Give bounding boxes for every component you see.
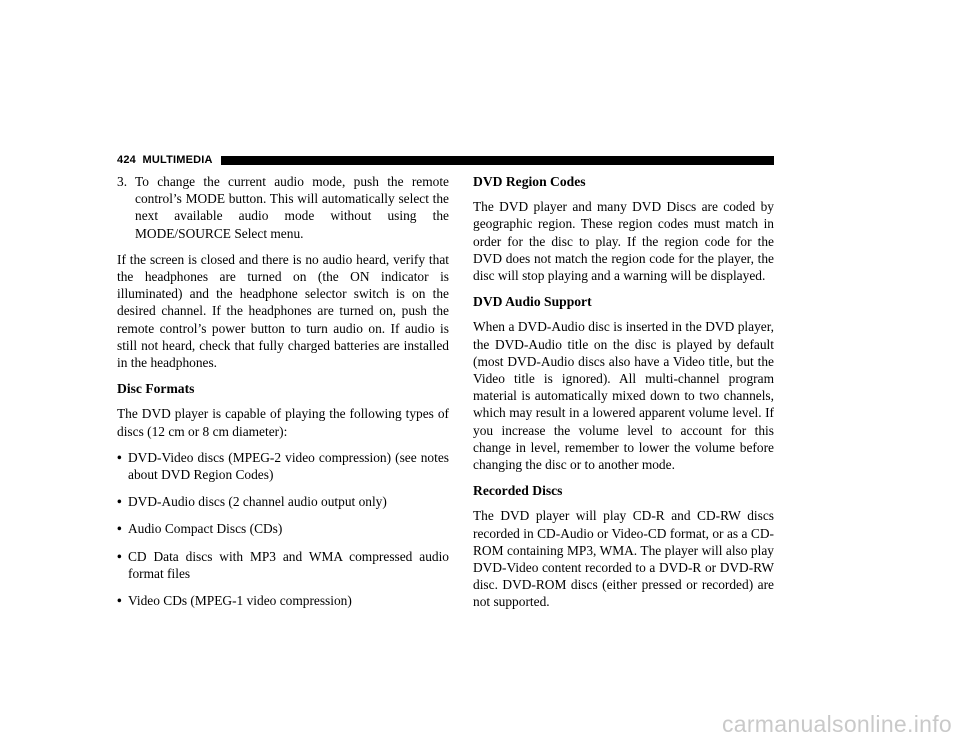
bullet-icon: • (117, 494, 122, 510)
list-item (117, 520, 449, 537)
watermark: carmanualsonline.info (721, 711, 952, 737)
list-item (117, 548, 449, 582)
list-item-text: Audio Compact Discs (CDs) (128, 521, 283, 537)
section-title: MULTIMEDIA (142, 154, 213, 166)
region-codes-text: The DVD player and many DVD Discs are coded by geographic region. These region codes must match in order for the disc to play. If the region code for the DVD does not match the region code for the player, the disc will stop playing and a warning will be displayed. (473, 199, 774, 284)
bullet-icon: • (117, 548, 122, 564)
no-audio-paragraph: If the screen is closed and there is no audio heard, verify that the headphones are turned on (the ON indicator is illuminated) and the headphone selector switch is on the desired channel. If the headphones are turned on, push the remote control’s power button to turn audio on. If audio is still not heard, check that fully charged batteries are installed in the headphones. (117, 251, 449, 371)
page-number: 424 (117, 154, 136, 166)
list-item (117, 493, 449, 510)
header-label (117, 154, 213, 166)
left-column (117, 173, 449, 619)
list-item-text: CD Data discs with MP3 and WMA compressed audio format files (128, 548, 449, 581)
header-rule (221, 156, 774, 165)
list-item-text: DVD-Video discs (MPEG-2 video compression) (see notes about DVD Region Codes) (128, 449, 449, 483)
list-item (117, 592, 449, 609)
bullet-icon: • (117, 449, 122, 465)
disc-formats-heading: Disc Formats (117, 381, 195, 397)
region-codes-heading: DVD Region Codes (473, 174, 586, 189)
bullet-icon: • (117, 521, 122, 537)
recorded-discs-text: The DVD player will play CD-R and CD-RW discs recorded in CD-Audio or Video-CD format, or as a CD-ROM containing MP3, WMA. The player will also play DVD-Video content recorded to a DVD-R or DVD-RW disc. DVD-ROM discs (either pressed or recorded) are not supported. (473, 508, 774, 610)
disc-formats-list (117, 449, 449, 609)
bullet-icon: • (117, 593, 122, 609)
step-text: To change the current audio mode, push the remote control’s MODE button. This will automatically select the next available audio mode without using the MODE/SOURCE Select menu. (135, 174, 449, 241)
step-3 (117, 173, 449, 242)
list-item (117, 449, 449, 483)
right-column (473, 173, 774, 620)
disc-formats-intro: The DVD player is capable of playing the following types of discs (12 cm or 8 cm diameter): (117, 406, 449, 439)
page-header (117, 154, 774, 166)
list-item-text: Video CDs (MPEG-1 video compression) (128, 593, 352, 609)
audio-support-text: When a DVD-Audio disc is inserted in the DVD player, the DVD-Audio title on the disc is played by default (most DVD-Audio discs also have a Video title, but the Video title is ignored). All multi-channel program material is automatically mixed down to two channels, which may result in a lowered apparent volume level. If you increase the volume level to account for this change in level, remember to lower the volume before changing the disc or to another mode. (473, 319, 774, 473)
audio-support-heading: DVD Audio Support (473, 294, 592, 310)
list-item-text: DVD-Audio discs (2 channel audio output only) (128, 494, 387, 510)
step-number: 3. (117, 174, 128, 189)
recorded-discs-heading: Recorded Discs (473, 483, 563, 499)
